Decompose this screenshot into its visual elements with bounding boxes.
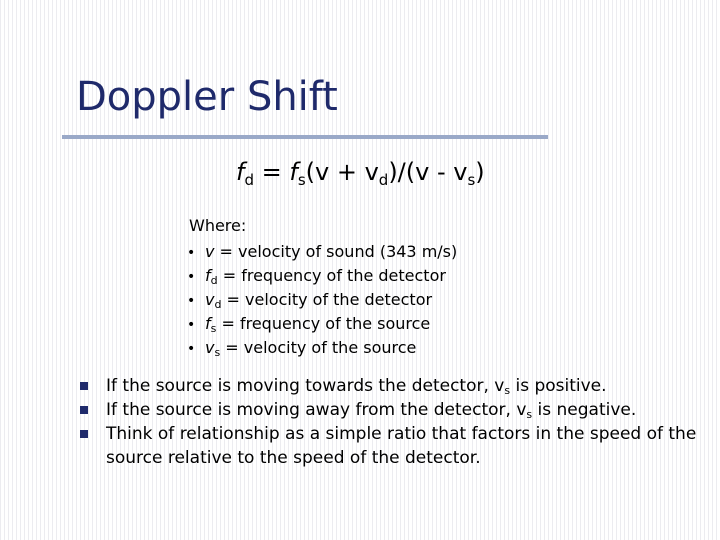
definition-item <box>187 264 457 288</box>
definition-item <box>187 288 457 312</box>
bullet-dot-icon: • <box>187 269 196 285</box>
square-bullet-icon <box>80 406 88 414</box>
note-text: If the source is moving towards the detector, v <box>106 376 505 396</box>
bullet-dot-icon: • <box>187 245 196 261</box>
definition-text: = frequency of the detector <box>217 266 446 285</box>
definition-subscript: d <box>214 298 222 311</box>
bullet-dot-icon: • <box>187 341 196 357</box>
bullet-dot-icon: • <box>187 317 196 333</box>
formula-close: ) <box>475 158 485 186</box>
doppler-formula <box>236 158 485 189</box>
definition-subscript: d <box>210 274 218 287</box>
definition-text: = frequency of the source <box>216 314 431 333</box>
note-item <box>80 422 710 470</box>
definition-item <box>187 240 457 264</box>
note-item <box>80 374 710 398</box>
definition-symbol: v <box>205 242 215 261</box>
title-underline <box>62 135 548 139</box>
definition-text: = velocity of sound (343 m/s) <box>214 242 458 261</box>
note-text-end: is positive. <box>510 376 607 396</box>
definition-symbol: f <box>205 266 211 285</box>
definition-item <box>187 312 457 336</box>
formula-sub-s: s <box>297 171 306 189</box>
formula-sub-d: d <box>244 171 254 189</box>
definition-subscript: s <box>210 322 217 335</box>
definitions-list <box>187 240 457 360</box>
note-text: If the source is moving away from the detector, v <box>106 400 527 420</box>
where-label: Where: <box>189 216 247 235</box>
formula-sub-vd: d <box>378 171 389 189</box>
note-text-end: is negative. <box>532 400 637 420</box>
formula-denominator: )/(v - v <box>388 158 468 186</box>
square-bullet-icon <box>80 430 88 438</box>
definition-symbol: v <box>205 338 215 357</box>
slide-title: Doppler Shift <box>76 74 338 120</box>
formula-numerator: (v + v <box>305 158 379 186</box>
formula-sub-vs: s <box>467 171 476 189</box>
bullet-dot-icon: • <box>187 293 196 309</box>
notes-list <box>80 374 710 470</box>
formula-equals: = <box>253 158 290 186</box>
definition-subscript: s <box>214 346 221 359</box>
definition-text: = velocity of the detector <box>221 290 433 309</box>
note-text: Think of relationship as a simple ratio that factors in the speed of the source relative to the speed of the detector. <box>106 424 697 468</box>
formula-f-source: f <box>289 158 298 186</box>
formula-f: f <box>236 158 245 186</box>
note-subscript: s <box>526 408 533 421</box>
definition-symbol: v <box>205 290 215 309</box>
definition-item <box>187 336 457 360</box>
square-bullet-icon <box>80 382 88 390</box>
definition-symbol: f <box>205 314 211 333</box>
definition-text: = velocity of the source <box>220 338 417 357</box>
note-subscript: s <box>504 384 511 397</box>
note-item <box>80 398 710 422</box>
